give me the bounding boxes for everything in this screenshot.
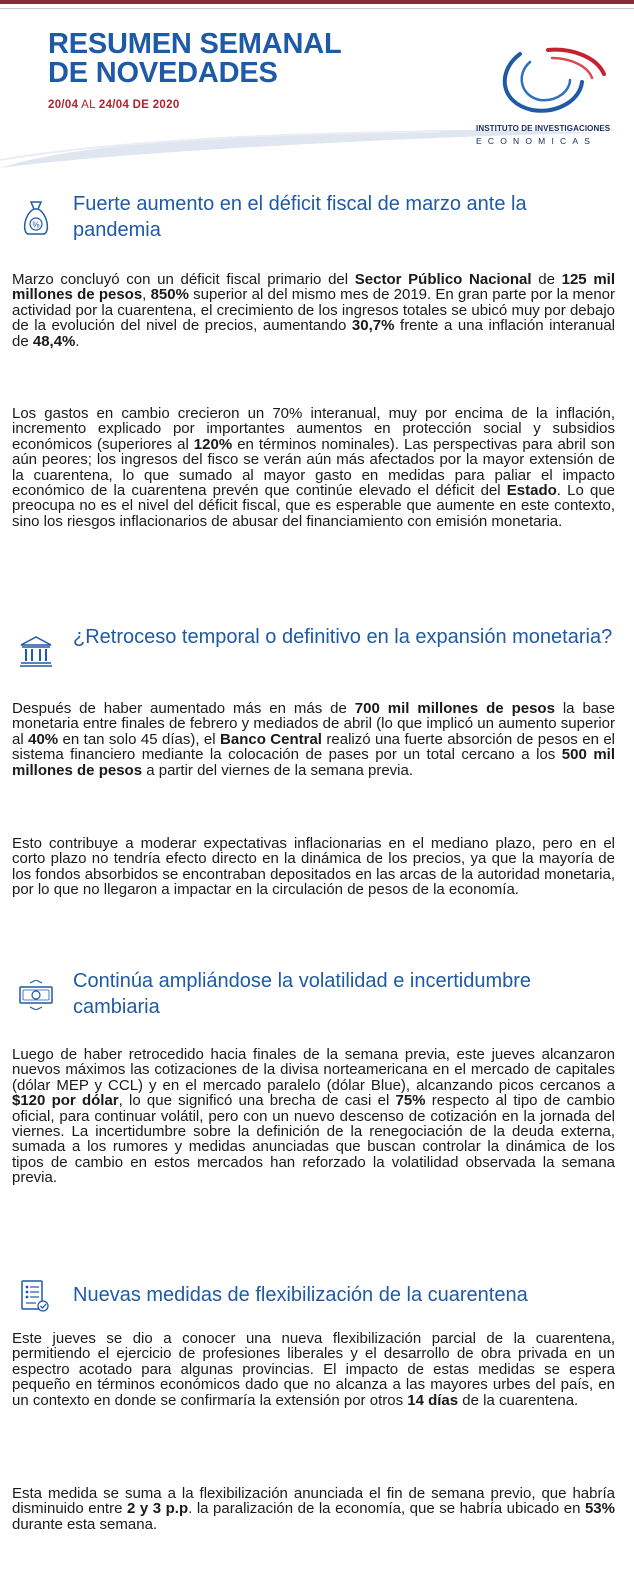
bold-text-run: Sector Público Nacional (354, 271, 532, 288)
bold-text-run: 53% (584, 1500, 615, 1518)
bold-text-run: Estado (506, 482, 557, 500)
top-divider (0, 8, 634, 9)
text-run: , lo que significó una brecha de casi el (118, 1092, 396, 1110)
section-1-paragraph-2 (12, 406, 615, 529)
section-4-paragraph-1 (12, 1331, 615, 1408)
logo-text-line-1: INSTITUTO DE INVESTIGACIONES (476, 124, 611, 133)
text-run: en términos nominales). Las perspectivas para abril son aún peores; los ingresos del fisco se verán aún más afectados por la mayor extensión de la cuarentena, lo que sumado al mayor gasto en medidas para paliar el impacto económico de la cuarentena prevén que continúe elevado el déficit del (12, 435, 615, 500)
text-run: la base monetaria entre finales de febrero y mediados de abril (lo que implicó un aumento superior al (12, 700, 615, 748)
logo-text-line-2: ECONOMICAS (476, 136, 597, 146)
text-run: de la cuarentena. (458, 1391, 579, 1409)
text-run: de (531, 271, 562, 288)
bold-text-run: $120 por dólar (12, 1092, 119, 1110)
text-run: durante esta semana. (12, 1515, 158, 1533)
bank-icon (18, 633, 54, 669)
bold-text-run: 2 y 3 p.p (126, 1500, 189, 1518)
bold-text-run: 850% (150, 286, 189, 304)
text-run: realizó una fuerte absorción de pesos en el sistema financiero mediante la colocación de pases por un total cercano a los (12, 730, 616, 764)
document-checklist-icon (18, 1278, 50, 1314)
text-run: . la paralización de la economía, que se habría ubicado en (188, 1500, 585, 1518)
text-run: a partir del viernes de la semana previa. (142, 761, 414, 779)
date-end: 24/04 DE 2020 (98, 99, 180, 111)
bold-text-run: 40% (28, 730, 59, 748)
title-line-1: RESUMEN SEMANAL (48, 28, 342, 60)
date-separator: AL (78, 99, 99, 111)
text-run: Marzo concluyó con un déficit fiscal primario del (12, 271, 355, 288)
text-run: , (142, 286, 151, 304)
section-3-paragraph-1 (12, 1047, 615, 1186)
banknote-icon (16, 980, 56, 1010)
bold-text-run: 75% (395, 1092, 426, 1110)
section-title-quarantine-measures: Nuevas medidas de flexibilización de la cuarentena (73, 1284, 528, 1306)
text-run: en tan solo 45 días), el (58, 730, 221, 748)
title-line-2: DE NOVEDADES (48, 57, 278, 89)
section-title-exchange-volatility: Continúa ampliándose la volatilidad e incertidumbre cambiaria (73, 970, 532, 1018)
section-1-paragraph-1 (12, 272, 615, 349)
page-title (48, 30, 341, 88)
bold-text-run: Banco Central (220, 730, 322, 748)
text-run: respecto al tipo de cambio oficial, para continuar volátil, pero con un nuevo descenso de cotización en la jornada del viernes. La incertidumbre sobre la definición de la renegociación de la deuda externa, sumada a los rumores y medidas anunciadas que buscan controlar la dinámica de los tipos de cambio en estos mercados han reforzado la volatilidad observada la semana previa. (12, 1092, 615, 1187)
section-title-monetary-expansion: ¿Retroceso temporal o definitivo en la expansión monetaria? (73, 626, 613, 648)
section-4-paragraph-2 (12, 1486, 615, 1532)
text-run: Luego de haber retrocedido hacia finales de la semana previa, este jueves alcanzaron nuevos máximos las cotizaciones de la divisa norteamericana en el mercado de capitales (dólar MEP y CCL) y en el mercado paralelo (dólar Blue), alcanzando picos cercanos a (12, 1046, 615, 1094)
bold-text-run: 700 mil millones de pesos (354, 700, 555, 717)
top-accent-bar (0, 0, 634, 4)
logo-mark-icon (470, 40, 620, 122)
section-2-paragraph-2 (12, 836, 615, 898)
section-title-fiscal-deficit: Fuerte aumento en el déficit fiscal de marzo ante la pandemia (73, 193, 527, 241)
svg-text:%: % (32, 220, 40, 230)
section-2-paragraph-1 (12, 701, 615, 778)
bold-text-run: 120% (193, 435, 233, 453)
bold-text-run: 14 días (407, 1391, 459, 1409)
text-run: . Lo que preocupa no es el nivel del déficit fiscal, que es esperable que aumente en este contexto, sino los riesgos inflacionarios de abusar del financiamiento con emisión monetaria. (12, 482, 616, 530)
bold-text-run: 48,4% (32, 332, 76, 350)
bold-text-run: 500 mil millones de pesos (12, 746, 615, 779)
text-run: Este jueves se dio a conocer una nueva flexibilización parcial de la cuarentena, permitiendo el ejercicio de profesiones liberales y el desarrollo de obra privada en un espectro acotado para algunas provincias. El impacto de estas medidas se espera pequeño en términos económicos dado que no alcanza a las mayores urbes del país, en un contexto en donde se confirmaría la extensión por otros (12, 1330, 615, 1409)
bold-text-run: 30,7% (351, 317, 395, 335)
text-run: frente a una inflación interanual de (12, 317, 615, 350)
date-start: 20/04 (48, 99, 79, 111)
text-run: Esta medida se suma a la flexibilización anunciada el fin de semana previo, que habría disminuido entre (12, 1485, 615, 1518)
money-bag-icon (20, 198, 52, 238)
text-run: Después de haber aumentado más en más de (12, 700, 355, 717)
institute-logo (470, 40, 620, 155)
bold-text-run: 125 mil millones de pesos (12, 271, 615, 304)
text-run: Esto contribuye a moderar expectativas inflacionarias en el mediano plazo, pero en el corto plazo no tendría efecto directo en la dinámica de los precios, ya que la mayoría de los fondos absorbidos se encontraban depositados en las arcas de la autoridad monetaria, por lo que no llegaron a impactar en la circulación de pesos de la economía. (12, 835, 615, 899)
text-run: Los gastos en cambio crecieron un 70% interanual, muy por encima de la inflación, incremento explicado por importantes aumentos en protección social y subsidios económicos (superiores al (12, 405, 615, 453)
text-run: superior al del mismo mes de 2019. En gran parte por la menor actividad por la cuarentena, el crecimiento de los ingresos totales se ubicó muy por debajo de la evolución del nivel de precios, aumentando (12, 286, 615, 335)
text-run: . (75, 332, 80, 350)
date-range (48, 99, 180, 111)
